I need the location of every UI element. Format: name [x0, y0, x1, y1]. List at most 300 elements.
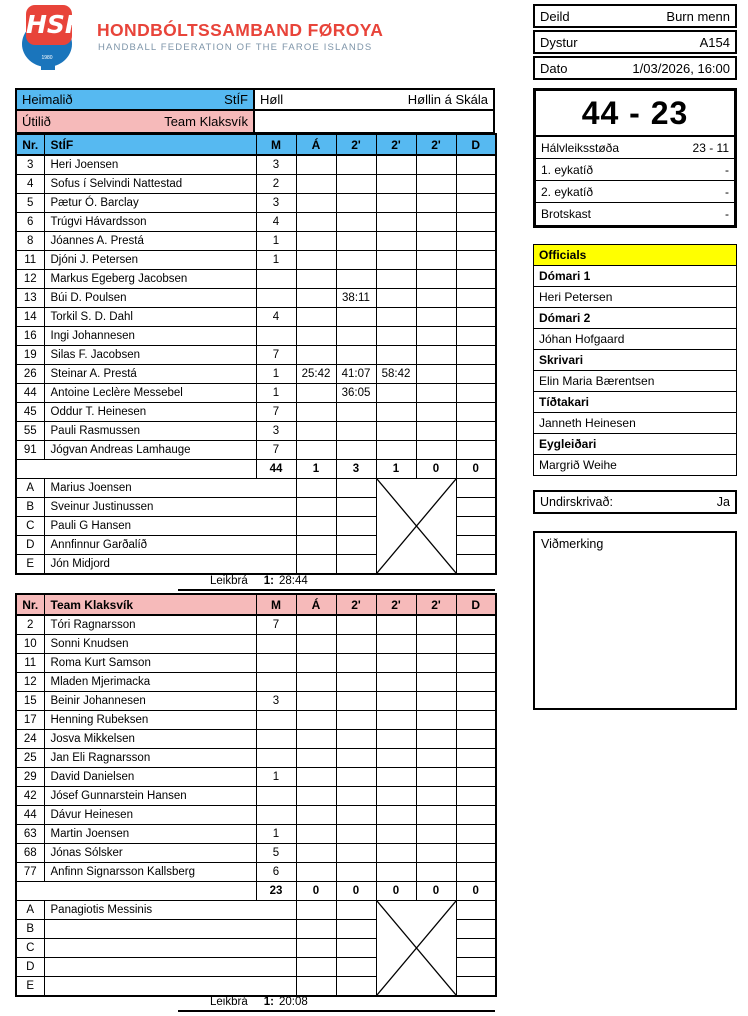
stat-cell [336, 863, 376, 882]
bench-row [16, 901, 496, 920]
stat-cell [376, 175, 416, 194]
hall-empty-cell [255, 111, 493, 132]
player-row [16, 863, 496, 882]
stat-cell [376, 844, 416, 863]
col-header-2min-2: 2' [376, 134, 416, 155]
stat-cell [336, 422, 376, 441]
stat-cell [336, 977, 376, 997]
col-header-2min-1: 2' [336, 594, 376, 615]
stat-cell [256, 749, 296, 768]
stat-cell: 3 [256, 422, 296, 441]
stat-cell [256, 654, 296, 673]
totals-cell: 0 [416, 882, 456, 901]
stat-cell [416, 654, 456, 673]
stat-cell [456, 403, 496, 422]
leikbra-label: Leikbrá [210, 575, 248, 587]
stat-cell [296, 289, 336, 308]
totals-row [16, 882, 496, 901]
stat-cell [376, 787, 416, 806]
stat-cell [416, 327, 456, 346]
player-row [16, 365, 496, 384]
stat-cell [296, 441, 336, 460]
bench-name-cell [44, 939, 296, 958]
player-row [16, 635, 496, 654]
stat-cell: 1 [256, 384, 296, 403]
logo-ball-stand [41, 63, 55, 70]
player-name-cell: Silas F. Jacobsen [44, 346, 256, 365]
stat-cell [416, 346, 456, 365]
stat-cell [296, 308, 336, 327]
player-row [16, 232, 496, 251]
halftime-row [536, 137, 734, 159]
bench-letter-cell: B [16, 498, 44, 517]
stat-cell: 4 [256, 308, 296, 327]
player-number-cell: 44 [16, 384, 44, 403]
stat-cell [416, 232, 456, 251]
score-panel [533, 88, 737, 228]
stat-cell [336, 517, 376, 536]
stat-cell [376, 441, 416, 460]
stat-cell: 36:05 [336, 384, 376, 403]
col-header-disqualification: D [456, 594, 496, 615]
stat-cell [336, 536, 376, 555]
stat-cell [456, 768, 496, 787]
stat-cell [416, 806, 456, 825]
stat-cell [456, 308, 496, 327]
stat-cell [336, 498, 376, 517]
totals-cell: 0 [336, 882, 376, 901]
stat-cell [296, 213, 336, 232]
officials-title: Officials [533, 244, 737, 266]
crossed-out-region [376, 479, 456, 575]
stat-cell [296, 232, 336, 251]
stat-cell [296, 711, 336, 730]
dato-label: Dato [540, 60, 568, 76]
player-name-cell: Henning Rubeksen [44, 711, 256, 730]
stat-cell [456, 711, 496, 730]
totals-cell: 23 [256, 882, 296, 901]
stat-cell: 58:42 [376, 365, 416, 384]
player-row [16, 730, 496, 749]
player-name-cell: Anfinn Signarsson Kallsberg [44, 863, 256, 882]
referee1-role: Dómari 1 [533, 265, 737, 287]
signature-label: Undirskrivað: [540, 495, 613, 509]
player-row [16, 346, 496, 365]
stat-cell [416, 768, 456, 787]
col-header-goals: M [256, 594, 296, 615]
stat-cell [296, 863, 336, 882]
stat-cell [376, 635, 416, 654]
player-name-cell: Búi D. Poulsen [44, 289, 256, 308]
col-header-team: Team Klaksvík [44, 594, 256, 615]
player-name-cell: Trúgvi Hávardsson [44, 213, 256, 232]
stat-cell [416, 384, 456, 403]
col-header-disqualification: D [456, 134, 496, 155]
stat-cell [456, 384, 496, 403]
secretary-name: Elin Maria Bærentsen [533, 370, 737, 392]
player-name-cell: Jóannes A. Prestá [44, 232, 256, 251]
stat-cell [376, 615, 416, 635]
stat-cell [416, 213, 456, 232]
stat-cell [336, 346, 376, 365]
bench-name-cell: Pauli G Hansen [44, 517, 296, 536]
player-number-cell: 11 [16, 251, 44, 270]
stat-cell [296, 749, 336, 768]
home-team-cell [17, 90, 255, 111]
stat-cell: 25:42 [296, 365, 336, 384]
stat-cell [376, 749, 416, 768]
bench-name-cell [44, 920, 296, 939]
stat-cell [296, 327, 336, 346]
stat-cell [456, 977, 496, 997]
stat-cell: 1 [256, 365, 296, 384]
hall-cell [255, 90, 493, 111]
leikbra-half: 1: [263, 575, 274, 587]
overtime1-value: - [725, 162, 729, 177]
stat-cell: 5 [256, 844, 296, 863]
overtime1-row [536, 159, 734, 181]
stat-cell [296, 403, 336, 422]
home-roster-table [15, 133, 497, 575]
stat-cell [296, 155, 336, 175]
player-number-cell: 8 [16, 232, 44, 251]
remarks-label: Viðmerking [541, 537, 604, 551]
stat-cell [416, 365, 456, 384]
stat-cell: 7 [256, 441, 296, 460]
stat-cell [456, 615, 496, 635]
player-row [16, 213, 496, 232]
player-name-cell: Antoine Leclère Messebel [44, 384, 256, 403]
deild-label: Deild [540, 8, 570, 24]
stat-cell [456, 749, 496, 768]
totals-cell: 0 [296, 882, 336, 901]
player-row [16, 384, 496, 403]
stat-cell [376, 155, 416, 175]
player-row [16, 654, 496, 673]
stat-cell [376, 232, 416, 251]
bench-letter-cell: C [16, 517, 44, 536]
player-number-cell: 4 [16, 175, 44, 194]
stat-cell [336, 251, 376, 270]
leikbra-label: Leikbrá [210, 996, 248, 1008]
stat-cell [456, 175, 496, 194]
stat-cell [456, 825, 496, 844]
player-row [16, 844, 496, 863]
stat-cell [336, 615, 376, 635]
player-row [16, 692, 496, 711]
stat-cell [456, 251, 496, 270]
player-number-cell: 15 [16, 692, 44, 711]
player-row [16, 194, 496, 213]
stat-cell [376, 711, 416, 730]
bench-name-cell: Marius Joensen [44, 479, 296, 498]
totals-spacer-cell [16, 460, 256, 479]
stat-cell [376, 825, 416, 844]
player-number-cell: 2 [16, 615, 44, 635]
match-info-panel [533, 4, 737, 82]
stat-cell: 1 [256, 251, 296, 270]
player-name-cell: Pauli Rasmussen [44, 422, 256, 441]
stat-cell: 1 [256, 232, 296, 251]
leikbra-time: 28:44 [278, 575, 308, 587]
away-leikbra-line [178, 996, 495, 1012]
penalty-label: Brotskast [541, 207, 592, 221]
remarks-box [533, 531, 737, 710]
crossed-out-region [376, 901, 456, 997]
stat-cell [296, 479, 336, 498]
player-number-cell: 5 [16, 194, 44, 213]
player-name-cell: Ingi Johannesen [44, 327, 256, 346]
stat-cell [336, 555, 376, 575]
stat-cell [416, 175, 456, 194]
stat-cell [456, 787, 496, 806]
player-number-cell: 13 [16, 289, 44, 308]
stat-cell [416, 441, 456, 460]
stat-cell [416, 422, 456, 441]
col-header-2min-2: 2' [376, 594, 416, 615]
player-name-cell: Torkil S. D. Dahl [44, 308, 256, 327]
stat-cell [456, 232, 496, 251]
stat-cell: 7 [256, 403, 296, 422]
stat-cell [336, 175, 376, 194]
stat-cell [456, 155, 496, 175]
player-number-cell: 91 [16, 441, 44, 460]
totals-cell: 0 [456, 460, 496, 479]
away-roster-table [15, 593, 497, 997]
bench-letter-cell: E [16, 977, 44, 997]
logo-monogram: HSF [26, 5, 72, 45]
stat-cell [256, 711, 296, 730]
stat-cell [336, 441, 376, 460]
player-name-cell: Pætur Ó. Barclay [44, 194, 256, 213]
stat-cell [296, 806, 336, 825]
home-label: Heimalið [22, 92, 73, 107]
player-name-cell: Djóni J. Petersen [44, 251, 256, 270]
stat-cell [336, 920, 376, 939]
stat-cell [456, 673, 496, 692]
stat-cell [416, 155, 456, 175]
stat-cell [456, 536, 496, 555]
bench-name-cell: Panagiotis Messinis [44, 901, 296, 920]
bench-name-cell: Sveinur Justinussen [44, 498, 296, 517]
stat-cell [376, 768, 416, 787]
player-number-cell: 10 [16, 635, 44, 654]
bench-name-cell: Annfinnur Garðalíð [44, 536, 296, 555]
stat-cell [376, 346, 416, 365]
totals-cell: 0 [456, 882, 496, 901]
totals-cell: 44 [256, 460, 296, 479]
player-number-cell: 12 [16, 673, 44, 692]
signature-box [533, 490, 737, 514]
stat-cell [376, 403, 416, 422]
stat-cell [376, 327, 416, 346]
dato-value: 1/03/2026, 16:00 [632, 60, 730, 76]
referee1-name: Heri Petersen [533, 286, 737, 308]
stat-cell [416, 251, 456, 270]
player-name-cell: Markus Egeberg Jacobsen [44, 270, 256, 289]
stat-cell [456, 901, 496, 920]
player-number-cell: 14 [16, 308, 44, 327]
org-subtitle: HANDBALL FEDERATION OF THE FAROE ISLANDS [98, 42, 373, 53]
stat-cell [256, 270, 296, 289]
stat-cell [296, 346, 336, 365]
hall-value: Høllin á Skála [407, 92, 488, 107]
stat-cell [336, 403, 376, 422]
player-name-cell: Sofus í Selvindi Nattestad [44, 175, 256, 194]
stat-cell [296, 384, 336, 403]
hall-label: Høll [260, 92, 284, 107]
bench-letter-cell: D [16, 958, 44, 977]
stat-cell [456, 555, 496, 575]
stat-cell [296, 422, 336, 441]
player-number-cell: 68 [16, 844, 44, 863]
stat-cell [336, 635, 376, 654]
player-number-cell: 24 [16, 730, 44, 749]
stat-cell: 3 [256, 194, 296, 213]
away-value: Team Klaksvík [164, 114, 248, 129]
stat-cell [296, 958, 336, 977]
stat-cell [456, 806, 496, 825]
stat-cell: 7 [256, 346, 296, 365]
stat-cell [416, 635, 456, 654]
stat-cell [416, 615, 456, 635]
match-info-row [533, 4, 737, 28]
player-name-cell: Josva Mikkelsen [44, 730, 256, 749]
player-number-cell: 45 [16, 403, 44, 422]
col-header-2min-1: 2' [336, 134, 376, 155]
player-row [16, 327, 496, 346]
org-name: HONDBÓLTSSAMBAND FØROYA [97, 20, 384, 40]
stat-cell [336, 825, 376, 844]
stat-cell [256, 635, 296, 654]
stat-cell [336, 711, 376, 730]
home-roster-header-row [16, 134, 496, 155]
stat-cell [296, 901, 336, 920]
player-name-cell: Mladen Mjerimacka [44, 673, 256, 692]
col-header-2min-3: 2' [416, 134, 456, 155]
stat-cell [456, 863, 496, 882]
referee2-name: Jóhan Hofgaard [533, 328, 737, 350]
stat-cell: 1 [256, 825, 296, 844]
penalty-value: - [725, 207, 729, 221]
stat-cell: 7 [256, 615, 296, 635]
stat-cell [416, 270, 456, 289]
player-row [16, 270, 496, 289]
player-row [16, 155, 496, 175]
totals-row [16, 460, 496, 479]
stat-cell [256, 730, 296, 749]
col-header-team: StÍF [44, 134, 256, 155]
totals-cell: 1 [376, 460, 416, 479]
stat-cell [336, 901, 376, 920]
stat-cell: 4 [256, 213, 296, 232]
stat-cell [456, 730, 496, 749]
player-row [16, 673, 496, 692]
player-number-cell: 11 [16, 654, 44, 673]
stat-cell [416, 308, 456, 327]
player-name-cell: David Danielsen [44, 768, 256, 787]
stat-cell [336, 308, 376, 327]
stat-cell: 1 [256, 768, 296, 787]
stat-cell [416, 730, 456, 749]
bench-name-cell: Jón Midjord [44, 555, 296, 575]
stat-cell [296, 673, 336, 692]
stat-cell [456, 654, 496, 673]
stat-cell [296, 920, 336, 939]
match-info-row [533, 30, 737, 54]
stat-cell [416, 825, 456, 844]
stat-cell [256, 673, 296, 692]
cross-x-icon [377, 901, 456, 995]
player-number-cell: 42 [16, 787, 44, 806]
player-number-cell: 17 [16, 711, 44, 730]
logo-year: 1980 [41, 55, 53, 61]
stat-cell [376, 213, 416, 232]
halftime-value: 23 - 11 [692, 140, 729, 155]
leikbra-time: 20:08 [278, 996, 308, 1008]
stat-cell [296, 536, 336, 555]
player-name-cell: Oddur T. Heinesen [44, 403, 256, 422]
stat-cell [416, 289, 456, 308]
stat-cell [336, 673, 376, 692]
player-row [16, 441, 496, 460]
stat-cell [456, 365, 496, 384]
stat-cell: 38:11 [336, 289, 376, 308]
timekeeper-name: Janneth Heinesen [533, 412, 737, 434]
col-header-2min-3: 2' [416, 594, 456, 615]
stat-cell [336, 939, 376, 958]
stat-cell [376, 384, 416, 403]
stat-cell [296, 498, 336, 517]
stat-cell: 6 [256, 863, 296, 882]
stat-cell [296, 175, 336, 194]
stat-cell: 41:07 [336, 365, 376, 384]
stat-cell [456, 692, 496, 711]
away-roster-header-row [16, 594, 496, 615]
stat-cell [456, 517, 496, 536]
deild-value: Burn menn [666, 8, 730, 24]
stat-cell [296, 654, 336, 673]
player-name-cell: Sonni Knudsen [44, 635, 256, 654]
stat-cell [376, 251, 416, 270]
bench-name-cell [44, 977, 296, 997]
player-number-cell: 19 [16, 346, 44, 365]
player-number-cell: 26 [16, 365, 44, 384]
stat-cell [456, 939, 496, 958]
player-number-cell: 3 [16, 155, 44, 175]
stat-cell [296, 977, 336, 997]
stat-cell [296, 194, 336, 213]
leikbra-half: 1: [263, 996, 274, 1008]
stat-cell [296, 615, 336, 635]
stat-cell [376, 863, 416, 882]
stat-cell [336, 958, 376, 977]
stat-cell [296, 251, 336, 270]
stat-cell [336, 768, 376, 787]
player-row [16, 251, 496, 270]
home-leikbra-line [178, 575, 495, 591]
stat-cell [456, 479, 496, 498]
stat-cell [296, 517, 336, 536]
player-name-cell: Tóri Ragnarsson [44, 615, 256, 635]
player-number-cell: 77 [16, 863, 44, 882]
player-name-cell: Steinar A. Prestá [44, 365, 256, 384]
dystur-label: Dystur [540, 34, 578, 50]
col-header-nr: Nr. [16, 594, 44, 615]
stat-cell [336, 213, 376, 232]
stat-cell [456, 498, 496, 517]
bench-letter-cell: C [16, 939, 44, 958]
